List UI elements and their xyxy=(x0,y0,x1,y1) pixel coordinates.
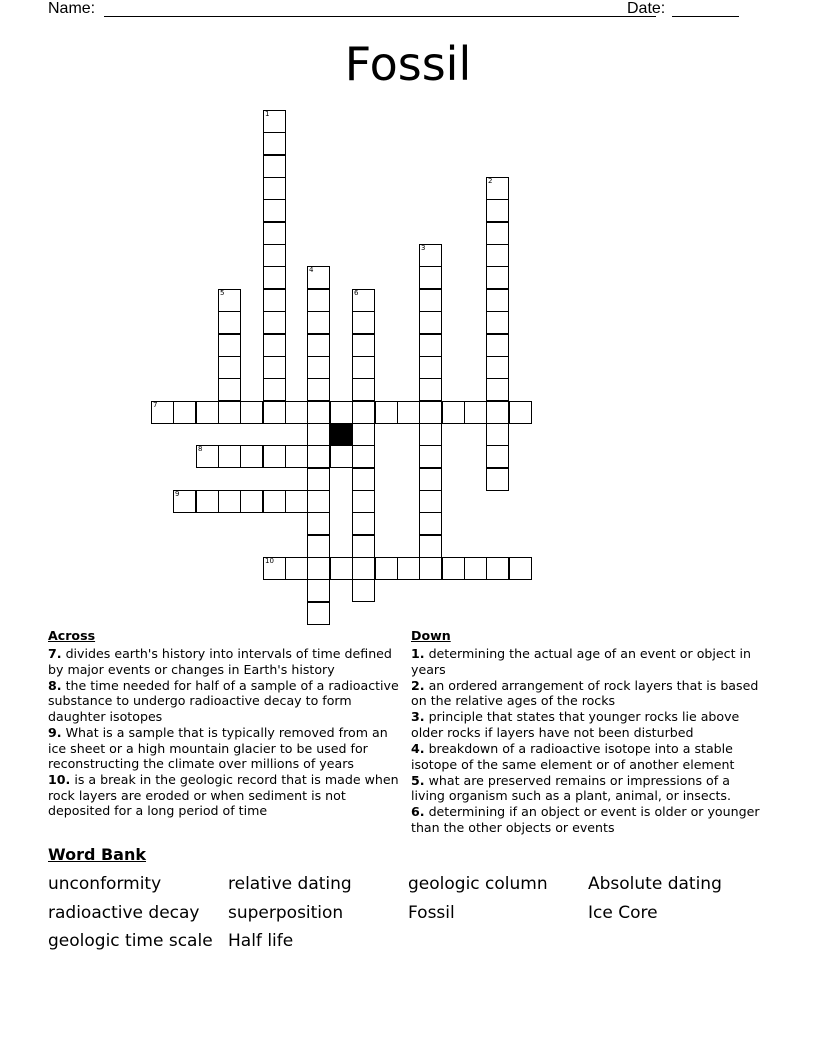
crossword-cell[interactable] xyxy=(263,266,286,289)
clue-text: the time needed for half of a sample of a radioactive substance to undergo radioactive decay to form daughter isotopes xyxy=(48,677,399,724)
crossword-cell[interactable] xyxy=(263,557,286,580)
crossword-cell[interactable] xyxy=(263,177,286,200)
crossword-cell[interactable] xyxy=(352,401,375,424)
crossword-cell[interactable] xyxy=(307,557,330,580)
crossword-cell[interactable] xyxy=(263,289,286,312)
crossword-cell[interactable] xyxy=(307,602,330,625)
crossword-cell[interactable] xyxy=(419,445,442,468)
crossword-cell[interactable] xyxy=(486,222,509,245)
crossword-cell[interactable] xyxy=(218,490,241,513)
crossword-cell[interactable] xyxy=(419,557,442,580)
crossword-cell[interactable] xyxy=(352,490,375,513)
crossword-cell[interactable] xyxy=(419,468,442,491)
crossword-cell[interactable] xyxy=(419,266,442,289)
crossword-cell[interactable] xyxy=(240,490,263,513)
clue-number-label: 10 xyxy=(265,557,274,565)
crossword-cell[interactable] xyxy=(486,557,509,580)
crossword-cell[interactable] xyxy=(307,579,330,602)
crossword-cell[interactable] xyxy=(486,334,509,357)
word-bank-item: radioactive decay xyxy=(48,903,200,923)
crossword-cell[interactable] xyxy=(486,378,509,401)
crossword-cell[interactable] xyxy=(419,311,442,334)
clue-text: principle that states that younger rocks lie above older rocks if layers have not been disturbed xyxy=(411,709,740,740)
down-clue-2 xyxy=(411,678,763,709)
clue-number: 5. xyxy=(411,772,425,788)
crossword-cell[interactable] xyxy=(352,356,375,379)
crossword-cell[interactable] xyxy=(330,401,353,424)
crossword-cell[interactable] xyxy=(218,334,241,357)
clue-text: an ordered arrangement of rock layers that is based on the relative ages of the rocks xyxy=(411,677,759,709)
crossword-cell[interactable] xyxy=(307,311,330,334)
crossword-cell[interactable] xyxy=(419,490,442,513)
crossword-cell[interactable] xyxy=(397,557,420,580)
crossword-cell[interactable] xyxy=(352,468,375,491)
page-title: Fossil xyxy=(344,37,472,91)
word-bank-item: unconformity xyxy=(48,874,162,894)
crossword-cell[interactable] xyxy=(218,356,241,379)
crossword-cell[interactable] xyxy=(442,557,465,580)
clue-number: 3. xyxy=(411,709,425,725)
clue-text: breakdown of a radioactive isotope into a stable isotope of the same element or of another element xyxy=(411,741,735,772)
across-clue-8 xyxy=(48,678,404,725)
crossword-cell[interactable] xyxy=(218,401,241,424)
word-bank-item: relative dating xyxy=(228,874,352,894)
crossword-cell[interactable] xyxy=(486,423,509,446)
crossword-cell[interactable] xyxy=(307,490,330,513)
across-clue-7 xyxy=(48,646,404,677)
crossword-cell[interactable] xyxy=(352,423,375,446)
crossword-cell[interactable] xyxy=(352,445,375,468)
clue-number: 2. xyxy=(411,677,425,693)
clue-text: what are preserved remains or impressions of a living organism such as a plant, animal, or insects. xyxy=(411,772,731,804)
crossword-cell[interactable] xyxy=(419,244,442,267)
clue-text: What is a sample that is typically removed from an ice sheet or a high mountain glacier to be used for reconstructing the climate over millions of years xyxy=(48,724,388,772)
word-bank-item: Half life xyxy=(228,931,294,951)
crossword-cell[interactable] xyxy=(196,401,219,424)
word-bank-item: Ice Core xyxy=(588,903,658,923)
crossword-cell[interactable] xyxy=(263,110,286,133)
crossword-cell[interactable] xyxy=(307,401,330,424)
clue-text: determining the actual age of an event or object in years xyxy=(411,646,751,677)
clue-number-label: 4 xyxy=(309,266,314,274)
crossword-cell[interactable] xyxy=(375,401,398,424)
crossword-cell[interactable] xyxy=(486,244,509,267)
crossword-cell[interactable] xyxy=(173,401,196,424)
crossword-cell[interactable] xyxy=(263,311,286,334)
crossword-cell[interactable] xyxy=(352,289,375,312)
word-bank-item: Absolute dating xyxy=(588,874,722,894)
down-clue-6 xyxy=(411,804,763,835)
crossword-cell[interactable] xyxy=(352,579,375,602)
clue-number-label: 7 xyxy=(153,401,158,409)
crossword-cell[interactable] xyxy=(509,401,532,424)
clue-number-label: 8 xyxy=(198,445,203,453)
crossword-cell[interactable] xyxy=(419,356,442,379)
crossword-cell[interactable] xyxy=(307,512,330,535)
crossword-cell[interactable] xyxy=(285,490,308,513)
clue-number-label: 5 xyxy=(220,289,225,297)
down-clue-1 xyxy=(411,646,763,677)
crossword-cell[interactable] xyxy=(486,445,509,468)
word-bank-title: Word Bank xyxy=(48,845,147,864)
clue-text: is a break in the geologic record that is made when rock layers are eroded or when sediment is not deposited for a long period of time xyxy=(48,772,399,819)
clue-text: divides earth's history into intervals of time defined by major events or changes in Earth's history xyxy=(48,646,392,677)
crossword-cell[interactable] xyxy=(486,468,509,491)
crossword-cell[interactable] xyxy=(263,155,286,178)
crossword-cell[interactable] xyxy=(509,557,532,580)
crossword-cell[interactable] xyxy=(263,490,286,513)
across-clue-10 xyxy=(48,772,404,819)
word-bank-item: geologic time scale xyxy=(48,931,213,951)
crossword-cell[interactable] xyxy=(419,289,442,312)
crossword-cell[interactable] xyxy=(285,445,308,468)
across-clue-9 xyxy=(48,725,404,772)
clue-text: determining if an object or event is older or younger than the other objects or events xyxy=(411,804,760,836)
crossword-cell[interactable] xyxy=(486,199,509,222)
crossword-cell[interactable] xyxy=(330,445,353,468)
clue-number: 6. xyxy=(411,804,425,820)
crossword-cell[interactable] xyxy=(464,557,487,580)
crossword-cell[interactable] xyxy=(307,468,330,491)
crossword-cell[interactable] xyxy=(352,512,375,535)
crossword-cell[interactable] xyxy=(307,289,330,312)
crossword-cell[interactable] xyxy=(218,378,241,401)
crossword-cell[interactable] xyxy=(486,401,509,424)
crossword-cell[interactable] xyxy=(263,244,286,267)
crossword-cell[interactable] xyxy=(330,557,353,580)
crossword-cell[interactable] xyxy=(218,289,241,312)
black-square xyxy=(330,423,353,446)
crossword-cell[interactable] xyxy=(263,401,286,424)
word-bank-item: superposition xyxy=(228,903,344,923)
down-clue-5 xyxy=(411,773,763,804)
crossword-cell[interactable] xyxy=(263,132,286,155)
clue-number: 9. xyxy=(48,724,62,740)
crossword-cell[interactable] xyxy=(218,445,241,468)
crossword-cell[interactable] xyxy=(263,334,286,357)
clue-number: 10. xyxy=(48,772,71,788)
crossword-cell[interactable] xyxy=(307,334,330,357)
crossword-cell[interactable] xyxy=(285,401,308,424)
clue-number: 1. xyxy=(411,646,425,661)
clue-number: 7. xyxy=(48,646,62,661)
crossword-cell[interactable] xyxy=(196,490,219,513)
crossword-cell[interactable] xyxy=(352,334,375,357)
across-heading: Across xyxy=(48,628,96,643)
crossword-cell[interactable] xyxy=(218,311,241,334)
crossword-cell[interactable] xyxy=(486,289,509,312)
crossword-cell[interactable] xyxy=(307,356,330,379)
crossword-cell[interactable] xyxy=(419,535,442,558)
date-label: Date: xyxy=(627,0,666,17)
crossword-cell[interactable] xyxy=(486,266,509,289)
clue-number-label: 3 xyxy=(421,244,426,252)
crossword-cell[interactable] xyxy=(263,222,286,245)
crossword-cell[interactable] xyxy=(263,445,286,468)
crossword-cell[interactable] xyxy=(307,535,330,558)
crossword-cell[interactable] xyxy=(352,311,375,334)
crossword-cell[interactable] xyxy=(352,535,375,558)
crossword-cell[interactable] xyxy=(307,445,330,468)
clue-number-label: 6 xyxy=(354,289,359,297)
crossword-cell[interactable] xyxy=(352,557,375,580)
crossword-cell[interactable] xyxy=(375,557,398,580)
crossword-cell[interactable] xyxy=(352,378,375,401)
across-clues xyxy=(48,628,404,820)
clue-number-label: 9 xyxy=(175,490,180,498)
crossword-cell[interactable] xyxy=(307,378,330,401)
crossword-cell[interactable] xyxy=(419,423,442,446)
crossword-cell[interactable] xyxy=(240,401,263,424)
crossword-cell[interactable] xyxy=(397,401,420,424)
word-bank-item: Fossil xyxy=(408,903,455,923)
clue-number-label: 1 xyxy=(265,110,270,118)
crossword-cell[interactable] xyxy=(419,334,442,357)
down-clue-3 xyxy=(411,709,763,740)
clue-number: 8. xyxy=(48,677,62,693)
crossword-cell[interactable] xyxy=(307,266,330,289)
crossword-cell[interactable] xyxy=(486,311,509,334)
word-bank-item: geologic column xyxy=(408,874,548,894)
down-heading: Down xyxy=(411,628,451,643)
crossword-cell[interactable] xyxy=(263,378,286,401)
crossword-cell[interactable] xyxy=(263,356,286,379)
crossword-cell[interactable] xyxy=(240,445,263,468)
name-label: Name: xyxy=(48,0,96,17)
down-clues xyxy=(411,628,763,836)
crossword-cell[interactable] xyxy=(486,177,509,200)
crossword-cell[interactable] xyxy=(419,512,442,535)
crossword-cell[interactable] xyxy=(442,401,465,424)
clue-number-label: 2 xyxy=(488,177,493,185)
crossword-cell[interactable] xyxy=(196,445,219,468)
crossword-cell[interactable] xyxy=(464,401,487,424)
crossword-cell[interactable] xyxy=(263,199,286,222)
crossword-cell[interactable] xyxy=(419,378,442,401)
crossword-cell[interactable] xyxy=(151,401,174,424)
crossword-cell[interactable] xyxy=(419,401,442,424)
crossword-cell[interactable] xyxy=(486,356,509,379)
down-clue-4 xyxy=(411,741,763,772)
crossword-cell[interactable] xyxy=(307,423,330,446)
clue-number: 4. xyxy=(411,741,425,757)
crossword-cell[interactable] xyxy=(285,557,308,580)
crossword-cell[interactable] xyxy=(173,490,196,513)
